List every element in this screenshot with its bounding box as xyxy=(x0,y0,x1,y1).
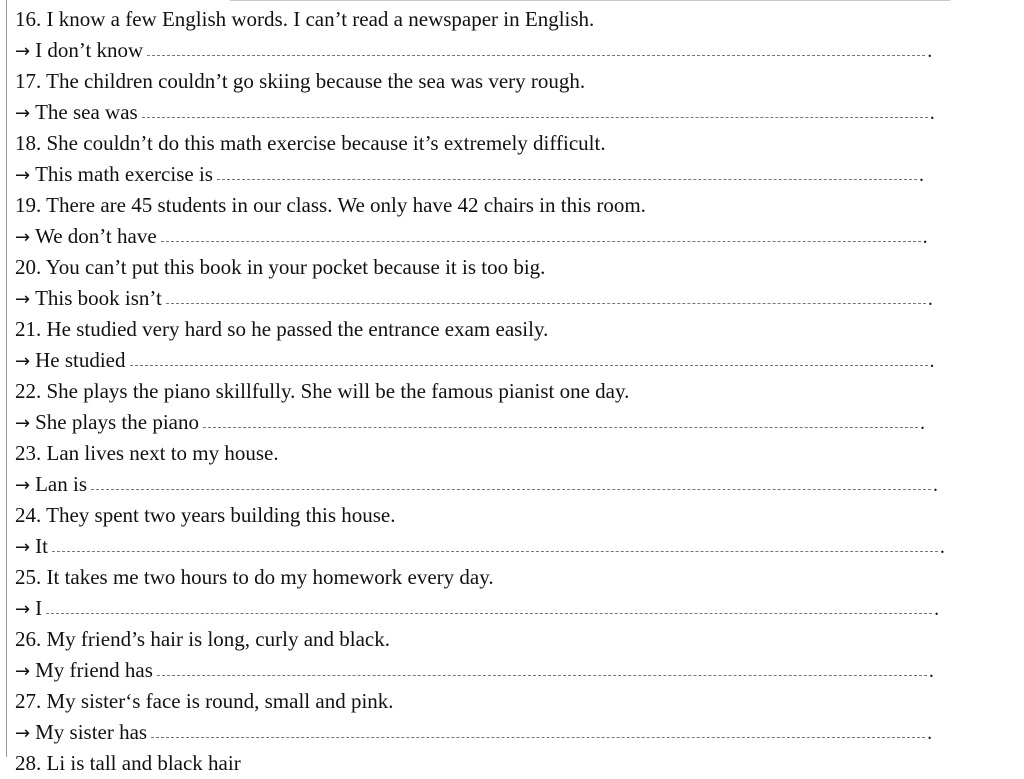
answer-blank[interactable] xyxy=(91,471,931,490)
question-text: They spent two years building this house. xyxy=(46,503,396,527)
exercise-number: 18. xyxy=(15,131,42,155)
exercise-question xyxy=(15,4,1015,35)
exercise-question xyxy=(15,624,1015,655)
arrow-icon: → xyxy=(15,413,31,434)
answer-prompt: It xyxy=(35,534,48,558)
period: . xyxy=(927,722,933,744)
exercise-question xyxy=(15,686,1015,717)
answer-blank[interactable] xyxy=(52,533,938,552)
exercise-list xyxy=(15,4,1015,775)
question-text: My friend’s hair is long, curly and black. xyxy=(46,627,391,651)
question-text: There are 45 students in our class. We only have 42 chairs in this room. xyxy=(46,193,646,217)
answer-prompt: She plays the piano xyxy=(35,410,199,434)
answer-blank[interactable] xyxy=(166,285,926,304)
answer-prompt: The sea was xyxy=(35,100,138,124)
exercise-number: 25. xyxy=(15,565,42,589)
question-text: I know a few English words. I can’t read a newspaper in English. xyxy=(46,7,595,31)
answer-prompt: I don’t know xyxy=(35,38,144,62)
exercise-number: 20. xyxy=(15,255,42,279)
answer-line xyxy=(15,469,1015,500)
answer-blank[interactable] xyxy=(203,409,918,428)
exercise-number: 22. xyxy=(15,379,42,403)
answer-blank[interactable] xyxy=(151,719,925,738)
answer-blank[interactable] xyxy=(161,223,921,242)
question-text: It takes me two hours to do my homework every day. xyxy=(46,565,494,589)
answer-blank[interactable] xyxy=(130,347,928,366)
answer-line xyxy=(15,655,1015,686)
period: . xyxy=(918,164,924,186)
exercise-number: 26. xyxy=(15,627,42,651)
exercise-question xyxy=(15,376,1015,407)
answer-blank[interactable] xyxy=(157,657,927,676)
answer-line xyxy=(15,531,1015,562)
answer-line xyxy=(15,159,1015,190)
arrow-icon: → xyxy=(15,723,31,744)
exercise-question-cutoff xyxy=(15,748,1015,775)
period: . xyxy=(929,102,935,124)
question-text: Li is tall and black hair xyxy=(46,751,241,775)
answer-prompt: He studied xyxy=(35,348,126,372)
period: . xyxy=(939,536,945,558)
exercise-question xyxy=(15,314,1015,345)
exercise-question xyxy=(15,66,1015,97)
period: . xyxy=(927,288,933,310)
exercise-question xyxy=(15,128,1015,159)
exercise-number: 17. xyxy=(15,69,42,93)
answer-blank[interactable] xyxy=(142,99,928,118)
answer-prompt: I xyxy=(35,596,43,620)
answer-line xyxy=(15,407,1015,438)
arrow-icon: → xyxy=(15,103,31,124)
exercise-number: 27. xyxy=(15,689,42,713)
exercise-number: 16. xyxy=(15,7,42,31)
question-text: The children couldn’t go skiing because the sea was very rough. xyxy=(46,69,586,93)
answer-prompt: This math exercise is xyxy=(35,162,213,186)
arrow-icon: → xyxy=(15,227,31,248)
answer-line xyxy=(15,345,1015,376)
arrow-icon: → xyxy=(15,599,31,620)
answer-prompt: We don’t have xyxy=(35,224,157,248)
exercise-question xyxy=(15,438,1015,469)
exercise-number: 21. xyxy=(15,317,42,341)
answer-prompt: My sister has xyxy=(35,720,148,744)
exercise-question xyxy=(15,562,1015,593)
answer-line xyxy=(15,593,1015,624)
period: . xyxy=(934,598,940,620)
period: . xyxy=(919,412,925,434)
answer-line xyxy=(15,97,1015,128)
question-text: She couldn’t do this math exercise because it’s extremely difficult. xyxy=(46,131,606,155)
period: . xyxy=(933,474,938,496)
arrow-icon: → xyxy=(15,661,31,682)
exercise-number: 28. xyxy=(15,751,42,775)
question-text: Lan lives next to my house. xyxy=(46,441,279,465)
arrow-icon: → xyxy=(15,289,31,310)
answer-blank[interactable] xyxy=(46,595,932,614)
exercise-number: 19. xyxy=(15,193,42,217)
question-text: He studied very hard so he passed the entrance exam easily. xyxy=(46,317,549,341)
arrow-icon: → xyxy=(15,165,31,186)
period: . xyxy=(922,226,928,248)
period: . xyxy=(929,350,935,372)
answer-line xyxy=(15,221,1015,252)
left-margin-rule xyxy=(6,0,7,757)
exercise-question xyxy=(15,500,1015,531)
period: . xyxy=(927,40,933,62)
answer-prompt: This book isn’t xyxy=(35,286,162,310)
arrow-icon: → xyxy=(15,537,31,558)
question-text: My sister‘s face is round, small and pink. xyxy=(46,689,394,713)
question-text: You can’t put this book in your pocket because it is too big. xyxy=(45,255,546,279)
exercise-question xyxy=(15,252,1015,283)
period: . xyxy=(928,660,934,682)
answer-prompt: Lan is xyxy=(35,472,87,496)
answer-prompt: My friend has xyxy=(35,658,153,682)
top-rule xyxy=(230,0,950,1)
answer-line xyxy=(15,283,1015,314)
answer-line xyxy=(15,35,1015,66)
arrow-icon: → xyxy=(15,475,31,496)
answer-blank[interactable] xyxy=(217,161,917,180)
exercise-number: 23. xyxy=(15,441,42,465)
exercise-number: 24. xyxy=(15,503,42,527)
answer-blank[interactable] xyxy=(147,37,925,56)
question-text: She plays the piano skillfully. She will be the famous pianist one day. xyxy=(46,379,630,403)
answer-line xyxy=(15,717,1015,748)
arrow-icon: → xyxy=(15,41,31,62)
arrow-icon: → xyxy=(15,351,31,372)
exercise-question xyxy=(15,190,1015,221)
